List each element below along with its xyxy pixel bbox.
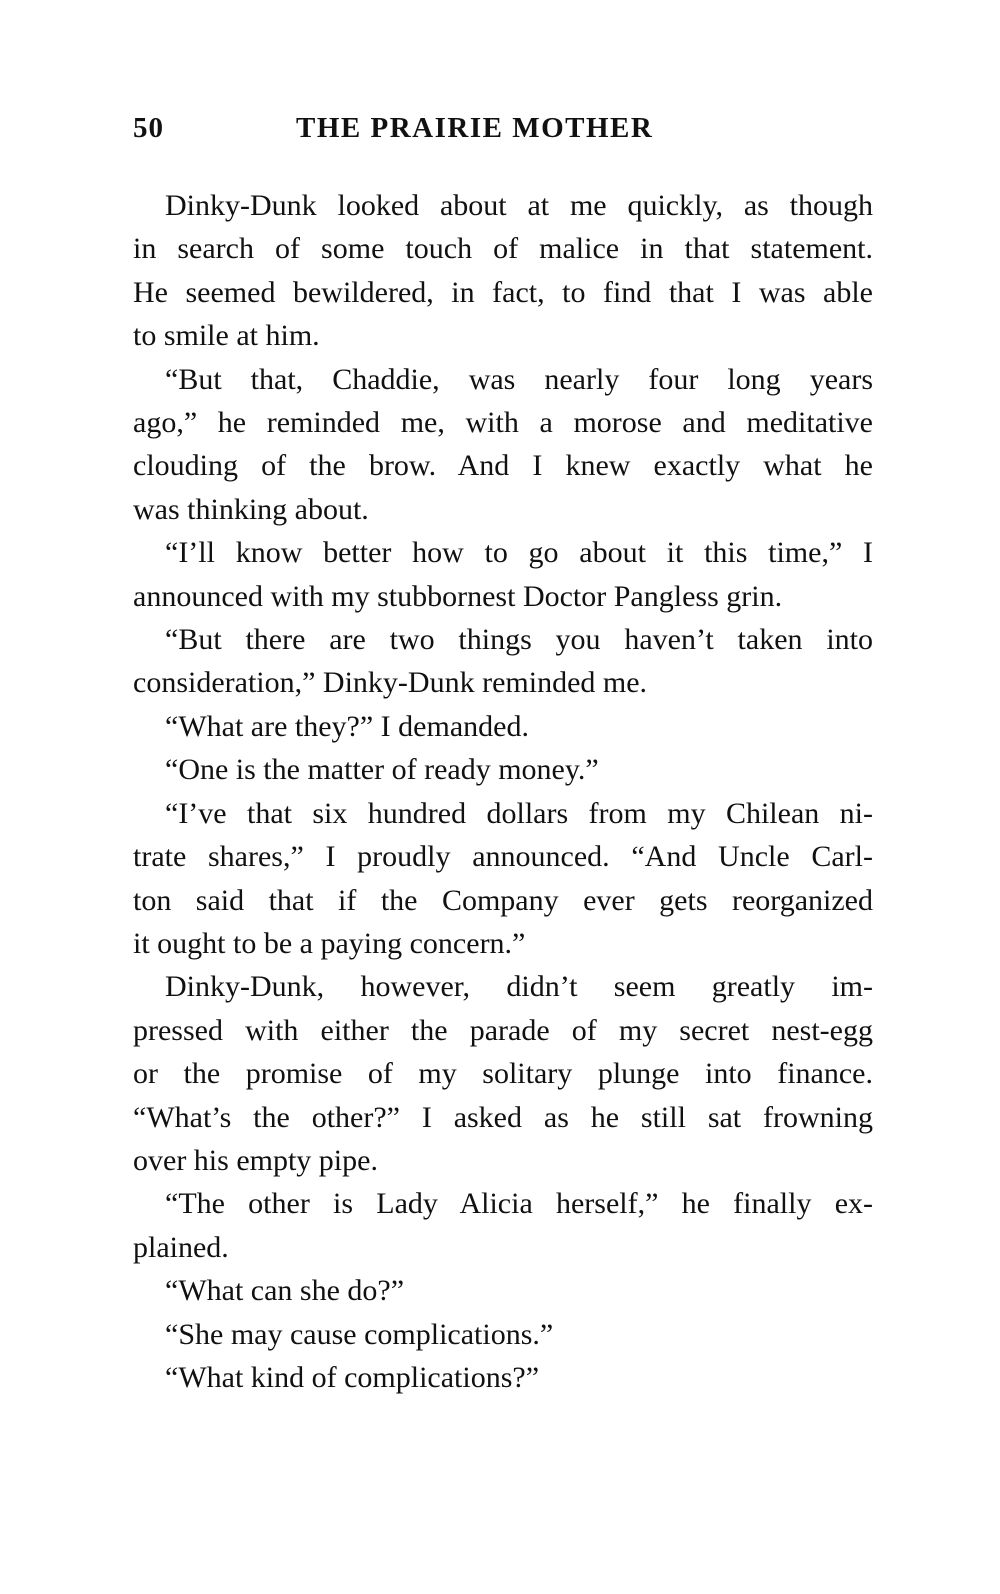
text-line: ago,” he reminded me, with a morose and meditative — [133, 406, 873, 440]
text-line: He seemed bewildered, in fact, to find that I was able — [133, 275, 873, 309]
text-line: it ought to be a paying concern.” — [133, 926, 526, 960]
text-line: “I’ll know better how to go about it this time,” I — [165, 536, 873, 570]
paragraph — [133, 748, 873, 791]
text-line: Dinky-Dunk looked about at me quickly, as though — [165, 189, 873, 222]
running-title: THE PRAIRIE MOTHER — [296, 112, 654, 144]
paragraph — [133, 1356, 873, 1399]
paragraph — [133, 531, 873, 618]
paragraph — [133, 358, 873, 532]
page-number: 50 — [133, 112, 164, 144]
text-line: “What are they?” I demanded. — [165, 709, 529, 743]
running-head — [133, 112, 873, 152]
paragraph — [133, 965, 873, 1182]
text-line: or the promise of my solitary plunge into finance. — [133, 1057, 873, 1091]
paragraph — [133, 1182, 873, 1269]
text-line: over his empty pipe. — [133, 1143, 378, 1177]
text-line: to smile at him. — [133, 319, 320, 353]
paragraph — [133, 1313, 873, 1356]
text-line: pressed with either the parade of my secret nest-egg — [133, 1013, 873, 1047]
text-line: in search of some touch of malice in that statement. — [133, 232, 873, 266]
text-line: “What kind of complications?” — [165, 1360, 540, 1394]
body-text — [133, 184, 873, 1399]
text-line: Dinky-Dunk, however, didn’t seem greatly im- — [165, 970, 873, 1004]
paragraph — [133, 792, 873, 966]
text-line: “I’ve that six hundred dollars from my Chilean ni- — [165, 796, 873, 830]
paragraph — [133, 618, 873, 705]
text-line: “What can she do?” — [165, 1274, 405, 1308]
text-line: “One is the matter of ready money.” — [165, 753, 599, 787]
text-line: “But there are two things you haven’t taken into — [165, 623, 873, 657]
text-line: ton said that if the Company ever gets reorganized — [133, 883, 873, 917]
text-line: “But that, Chaddie, was nearly four long years — [165, 362, 873, 396]
text-line: clouding of the brow. And I knew exactly what he — [133, 449, 873, 483]
text-line: announced with my stubbornest Doctor Pangless grin. — [133, 579, 783, 613]
paragraph — [133, 184, 873, 358]
text-line: “The other is Lady Alicia herself,” he finally ex- — [165, 1187, 873, 1221]
paragraph — [133, 1269, 873, 1312]
text-line: consideration,” Dinky-Dunk reminded me. — [133, 666, 648, 700]
text-line: trate shares,” I proudly announced. “And Uncle Carl- — [133, 840, 873, 874]
paragraph — [133, 705, 873, 748]
text-line: “She may cause complications.” — [165, 1317, 554, 1351]
text-line: plained. — [133, 1230, 229, 1264]
text-line: “What’s the other?” I asked as he still sat frowning — [133, 1100, 873, 1134]
text-line: was thinking about. — [133, 492, 369, 526]
